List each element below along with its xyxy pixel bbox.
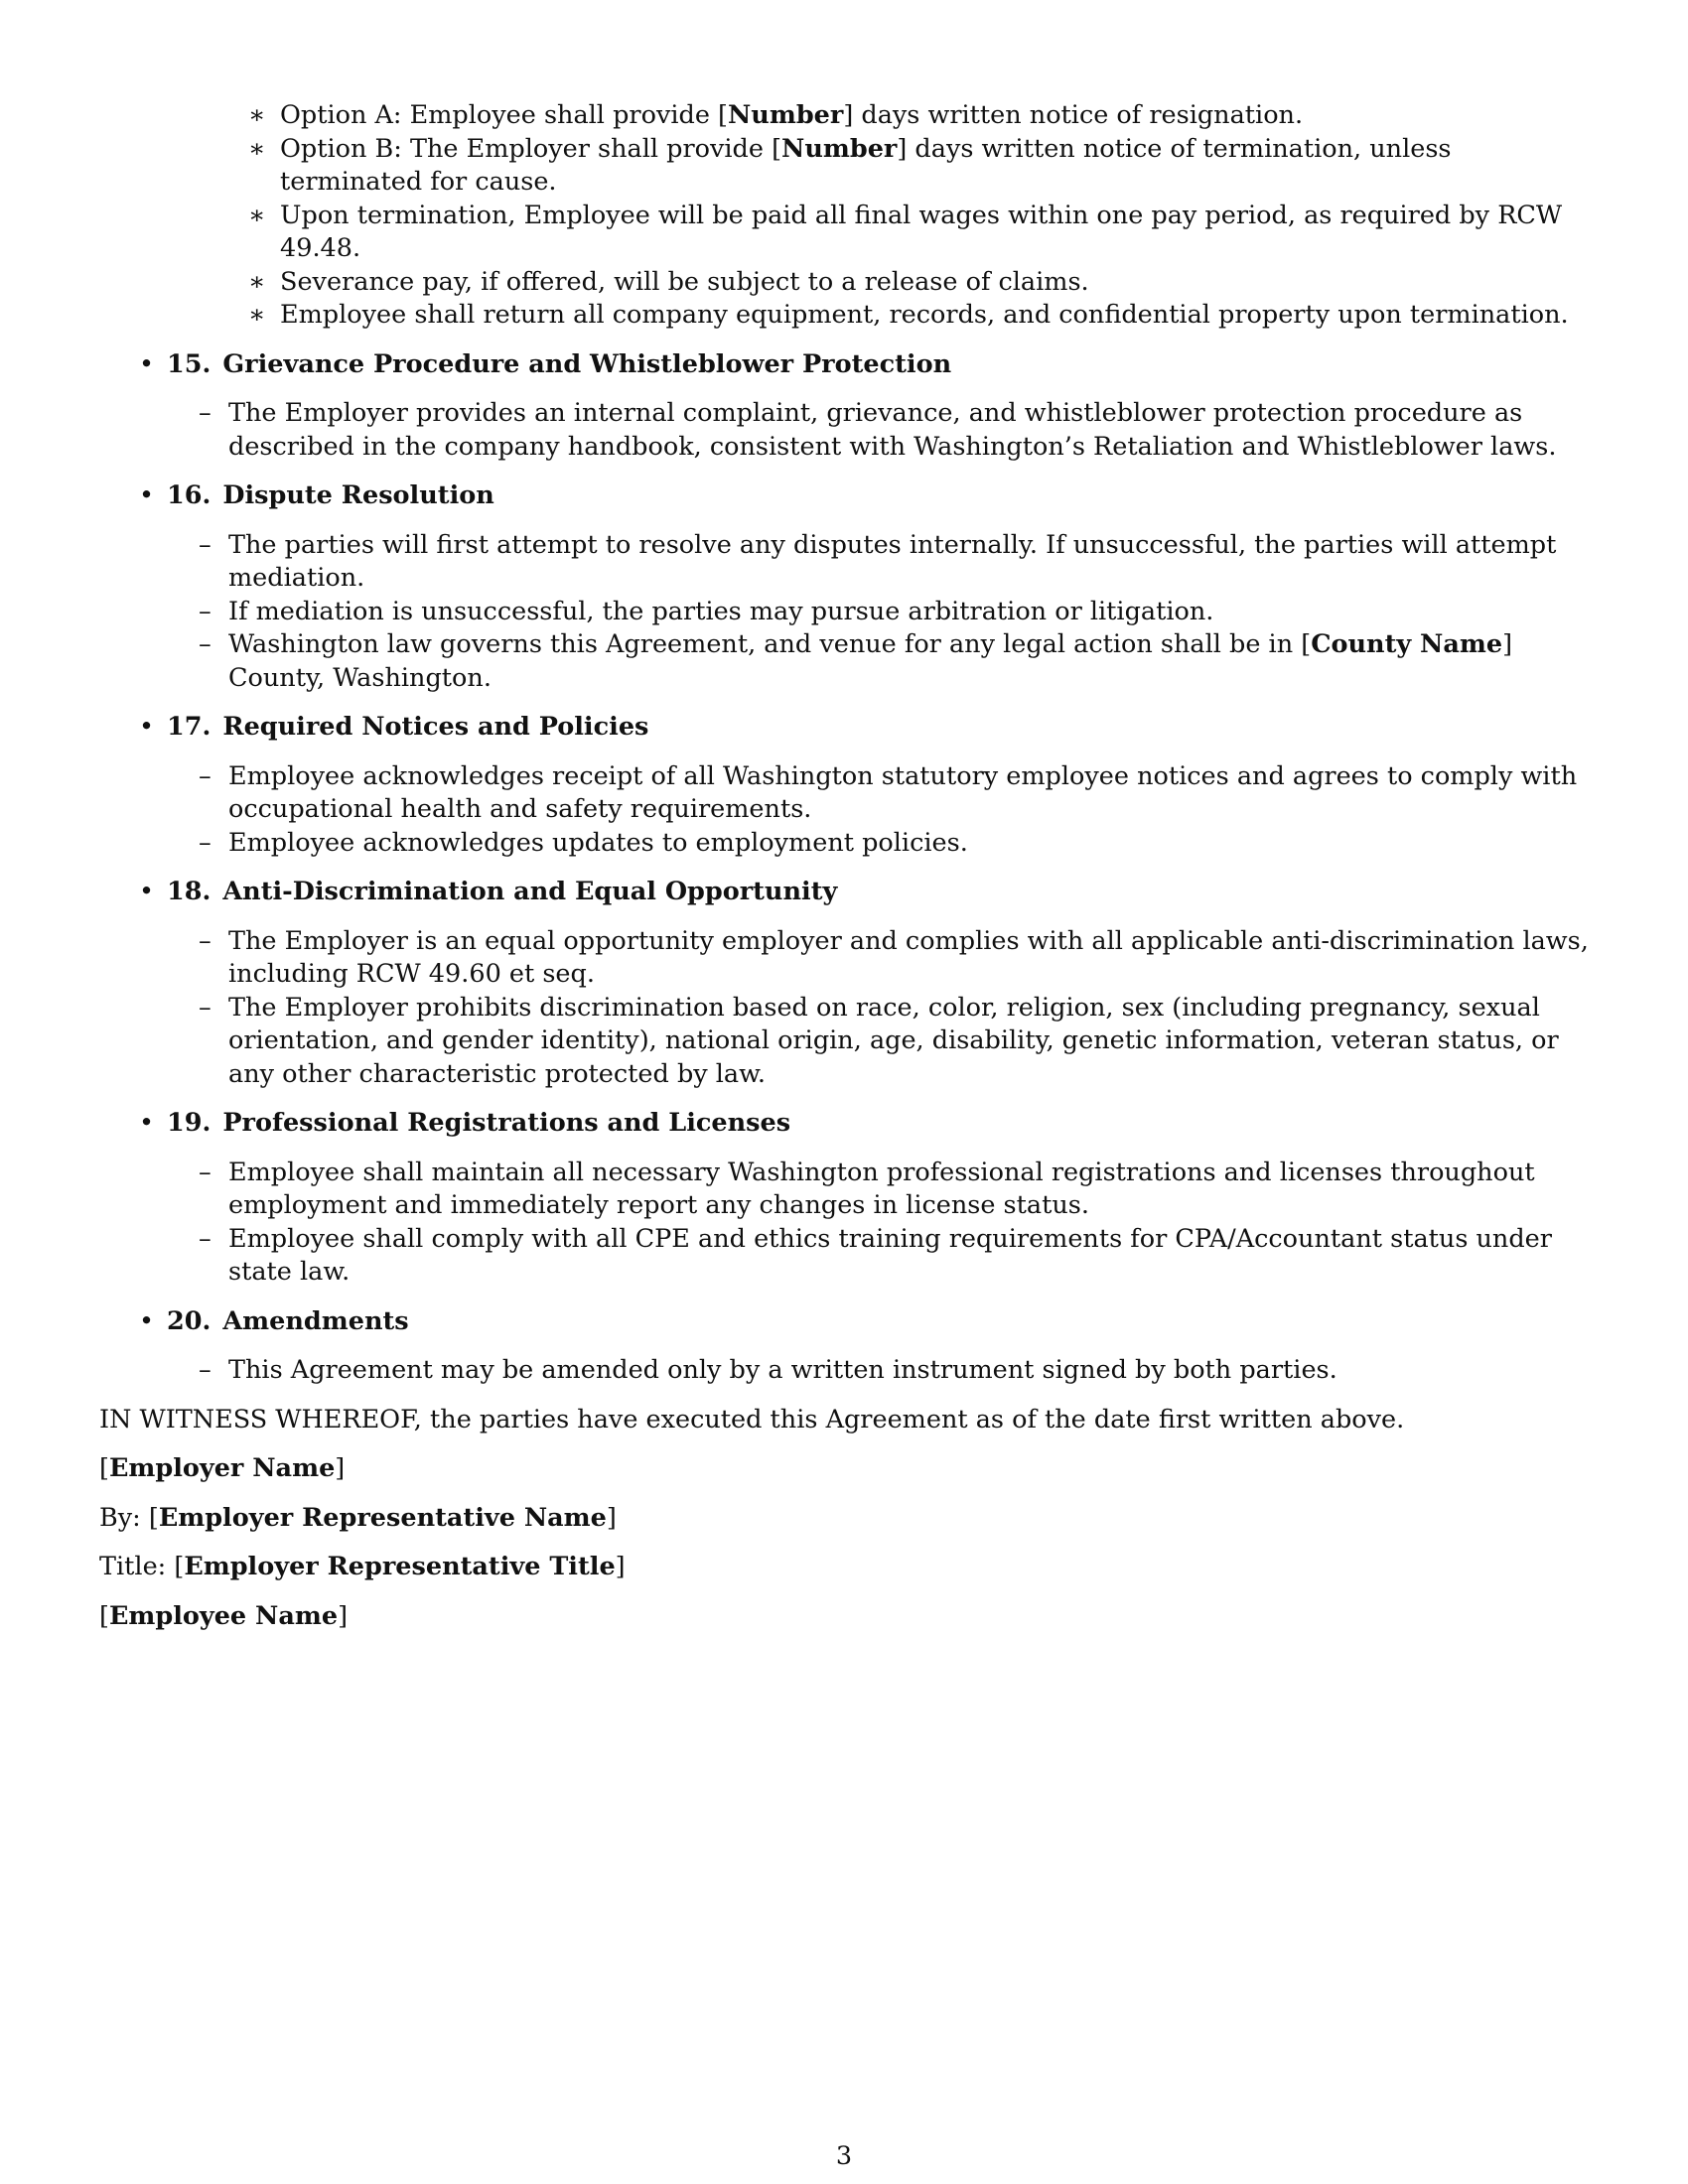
item-text: The Employer prohibits discrimination based on race, color, religion, sex (including pregnancy, sexual orientation, and gender identity), national origin, age, disability, genetic information, veteran status, or any other characteristic protected by law. [228,992,1559,1089]
rep-name-placeholder: Employer Representative Name [158,1502,607,1533]
section-title: Required Notices and Policies [222,712,649,742]
asterisk-bullet-icon: ∗ [248,200,266,230]
item-text: Employee shall return all company equipment, records, and confidential property upon termination. [280,300,1569,330]
section-items-17 [99,760,1594,861]
document-page [99,99,1594,1633]
item-text: Washington law governs this Agreement, and venue for any legal action shall be in [ [228,629,1312,659]
section-title: Grievance Procedure and Whistleblower Protection [222,348,952,379]
item-text: The Employer is an equal opportunity employer and complies with all applicable anti-discrimination laws, including RCW 49.60 et seq. [228,925,1589,989]
section-number: 18. [167,877,211,906]
item-text: If mediation is unsuccessful, the parties may pursue arbitration or litigation. [228,596,1214,626]
placeholder-text: Number [727,100,844,130]
item-text: Severance pay, if offered, will be subject to a release of claims. [280,266,1089,297]
list-item [99,1157,1594,1223]
page-number: 3 [835,2141,853,2171]
bullet-icon: • [139,1305,155,1336]
asterisk-bullet-icon: ∗ [248,100,266,130]
section-number: 20. [167,1305,211,1336]
item-text: ] County, Washington. [228,629,1513,693]
employee-name-line: [Employee Name] [99,1600,349,1631]
section-number: 19. [167,1108,211,1138]
list-item [99,200,1594,266]
bullet-icon: • [139,877,155,906]
section-heading-18 [99,876,1594,909]
dash-bullet-icon: – [199,925,211,956]
item-text: Employee acknowledges updates to employment policies. [228,827,968,858]
section-items-20 [99,1354,1594,1388]
list-item [99,925,1594,992]
dash-bullet-icon: – [199,1157,211,1187]
section-title: Professional Registrations and Licenses [222,1108,791,1138]
employer-name-placeholder: Employer Name [108,1453,336,1483]
bullet-icon: • [139,348,155,379]
item-text: The Employer provides an internal complaint, grievance, and whistleblower protection procedure as described in the company handbook, consistent with Washington’s Retaliation and Whistleblower laws. [228,398,1557,462]
list-item [99,628,1594,695]
list-item [99,397,1594,464]
section-items-15 [99,397,1594,464]
asterisk-bullet-icon: ∗ [248,133,266,164]
list-item [99,529,1594,596]
bullet-icon: • [139,712,155,742]
list-item [99,1354,1594,1388]
placeholder-text: County Name [1311,629,1503,659]
section-heading-15 [99,348,1594,382]
list-item [99,1223,1594,1290]
item-text: Employee shall maintain all necessary Washington professional registrations and licenses throughout employment and immediately report any changes in license status. [228,1157,1535,1220]
list-item [99,827,1594,861]
dash-bullet-icon: – [199,1223,211,1254]
dash-bullet-icon: – [199,529,211,560]
section-number: 15. [167,348,211,379]
item-text: Upon termination, Employee will be paid all final wages within one pay period, as required by RCW 49.48. [280,200,1563,263]
item-text: Employee shall comply with all CPE and ethics training requirements for CPA/Accountant status under state law. [228,1223,1552,1287]
item-text: The parties will first attempt to resolve any disputes internally. If unsuccessful, the parties will attempt mediation. [228,529,1557,593]
bullet-icon: • [139,1108,155,1138]
section-heading-19 [99,1107,1594,1141]
section-title: Anti-Discrimination and Equal Opportunity [222,877,838,906]
item-text: Option A: Employee shall provide [ [280,100,728,130]
list-item [99,266,1594,300]
section-title: Amendments [222,1305,409,1336]
item-text: ] days written notice of resignation. [843,100,1304,130]
title-label: Title: [99,1552,167,1581]
termination-items [99,99,1594,333]
rep-title-placeholder: Employer Representative Title [184,1552,616,1581]
item-text: Option B: The Employer shall provide [ [280,133,782,164]
asterisk-bullet-icon: ∗ [248,266,266,297]
section-heading-16 [99,479,1594,513]
section-number: 17. [167,712,211,742]
list-item [99,299,1594,333]
witness-clause: IN WITNESS WHEREOF, the parties have executed this Agreement as of the date first written above. [99,1404,1405,1434]
section-items-19 [99,1157,1594,1290]
section-number: 16. [167,480,211,510]
employer-name-line: [Employer Name] [99,1453,346,1483]
list-item [99,596,1594,629]
placeholder-text: Number [781,133,898,164]
dash-bullet-icon: – [199,629,211,659]
list-item [99,760,1594,827]
list-item [99,992,1594,1092]
section-title: Dispute Resolution [222,480,494,510]
section-heading-20 [99,1305,1594,1339]
section-items-16 [99,529,1594,696]
dash-bullet-icon: – [199,398,211,428]
by-line: By: [Employer Representative Name] [99,1502,617,1533]
dash-bullet-icon: – [199,1355,211,1385]
item-text: Employee acknowledges receipt of all Washington statutory employee notices and agrees to comply with occupational health and safety requirements. [228,760,1578,824]
list-item [99,133,1594,200]
section-items-18 [99,925,1594,1092]
employee-name-placeholder: Employee Name [108,1600,339,1631]
item-text: ] days written notice of termination, unless terminated for cause. [280,133,1452,197]
item-text: This Agreement may be amended only by a written instrument signed by both parties. [228,1355,1337,1385]
dash-bullet-icon: – [199,596,211,626]
title-line: Title: [Employer Representative Title] [99,1552,626,1581]
section-heading-17 [99,711,1594,745]
bullet-icon: • [139,480,155,510]
dash-bullet-icon: – [199,827,211,858]
list-item [99,99,1594,133]
by-label: By: [99,1502,141,1533]
dash-bullet-icon: – [199,992,211,1023]
dash-bullet-icon: – [199,760,211,791]
asterisk-bullet-icon: ∗ [248,300,266,330]
